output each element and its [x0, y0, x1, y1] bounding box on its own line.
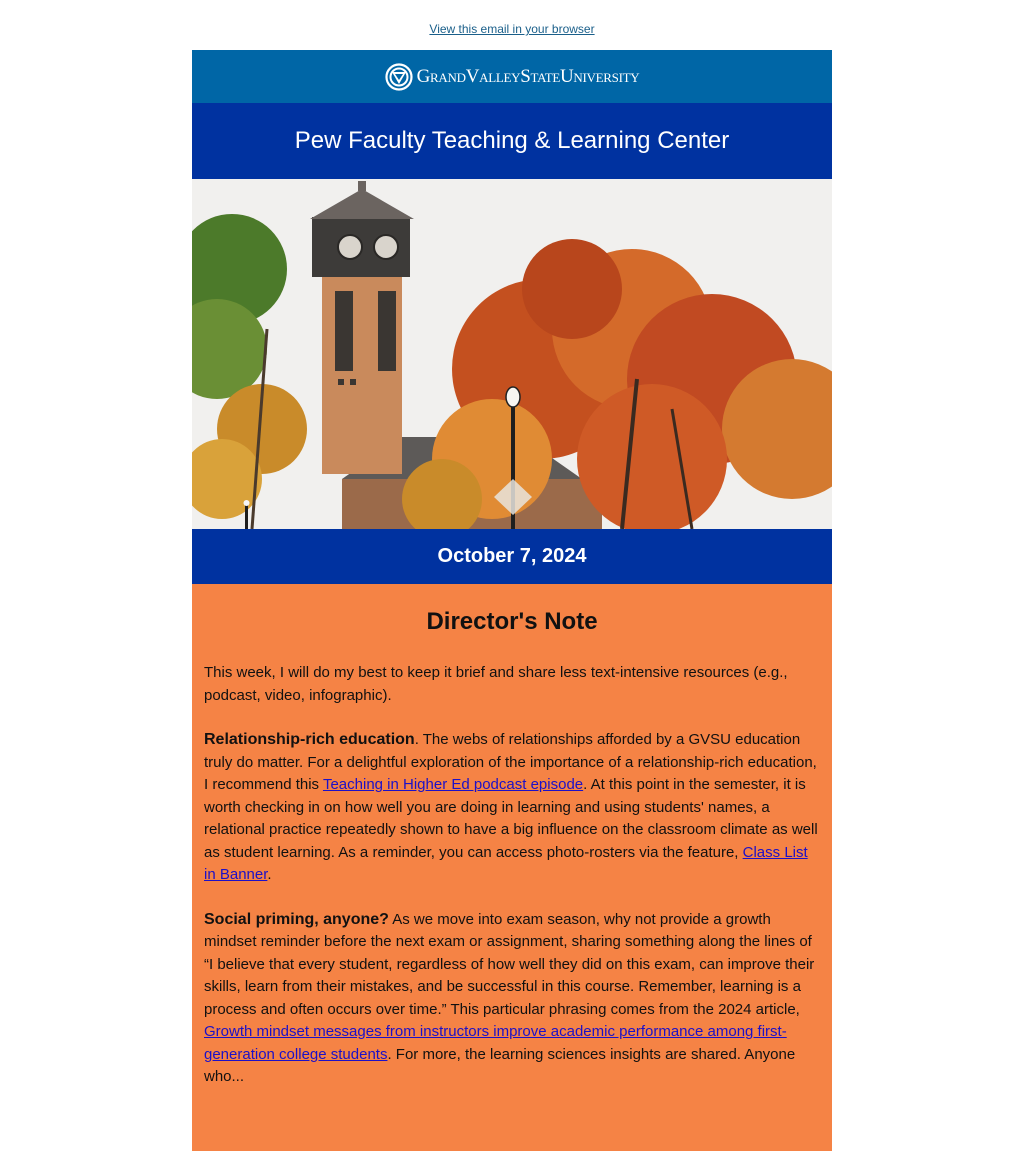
- logo-bar: [192, 50, 832, 103]
- paragraph-heading: Relationship-rich education: [204, 731, 415, 748]
- clock-tower-autumn-illustration: [192, 179, 832, 529]
- issue-date: October 7, 2024: [437, 545, 587, 567]
- date-banner: [192, 529, 832, 584]
- hero-image: [192, 179, 832, 529]
- paragraph-text: .: [267, 866, 272, 883]
- view-in-browser-link[interactable]: View this email in your browser: [429, 22, 595, 36]
- paragraph-text: As we move into exam season, why not provide a growth mindset reminder before the next exam or assignment, sharing something along the lines of “I believe that every student, regardless of how well they did on this exam, can improve their skills, learn from their mistakes, and be successful in this course. Remember, learning is a process and often occurs over time.” This particular phrasing comes from the 2024 article,: [204, 910, 815, 1018]
- relationship-paragraph: [204, 729, 820, 887]
- podcast-episode-link[interactable]: Teaching in Higher Ed podcast episode: [322, 776, 584, 793]
- gvsu-logo[interactable]: [385, 63, 640, 91]
- growth-mindset-article-link[interactable]: Growth mindset messages from instructors improve academic performance among first-generation college students: [204, 1023, 787, 1063]
- paragraph-text: . The webs of relationships afforded by a GVSU education truly do matter. For a delightful exploration of the importance of a relationship-rich education, I recommend this: [204, 731, 817, 793]
- section-title: Director's Note: [426, 608, 598, 635]
- university-name: GrandValleyStateUniversity: [416, 65, 640, 87]
- intro-paragraph: This week, I will do my best to keep it brief and share less text-intensive resources (e.g., podcast, video, infographic).: [204, 664, 788, 704]
- class-list-banner-link[interactable]: Class List in Banner: [204, 843, 808, 883]
- top-link-row: [0, 20, 1024, 38]
- social-priming-paragraph: [204, 909, 820, 1089]
- paragraph-text: . At this point in the semester, it is worth checking in on how well you are doing in learning and using students' names, a relational practice repeatedly shown to have a big influence on the classroom climate as well as student learning. As a reminder, you can access photo-rosters via the feature,: [204, 776, 818, 861]
- center-title: Pew Faculty Teaching & Learning Center: [294, 127, 730, 154]
- directors-note-section: [192, 584, 832, 1151]
- paragraph-text: . For more, the learning sciences insights are shared. Anyone who...: [204, 1045, 796, 1085]
- email-body: [192, 50, 832, 1151]
- center-banner: [192, 103, 832, 179]
- gvsu-logo-icon: [385, 63, 413, 91]
- paragraph-heading: Social priming, anyone?: [204, 910, 389, 928]
